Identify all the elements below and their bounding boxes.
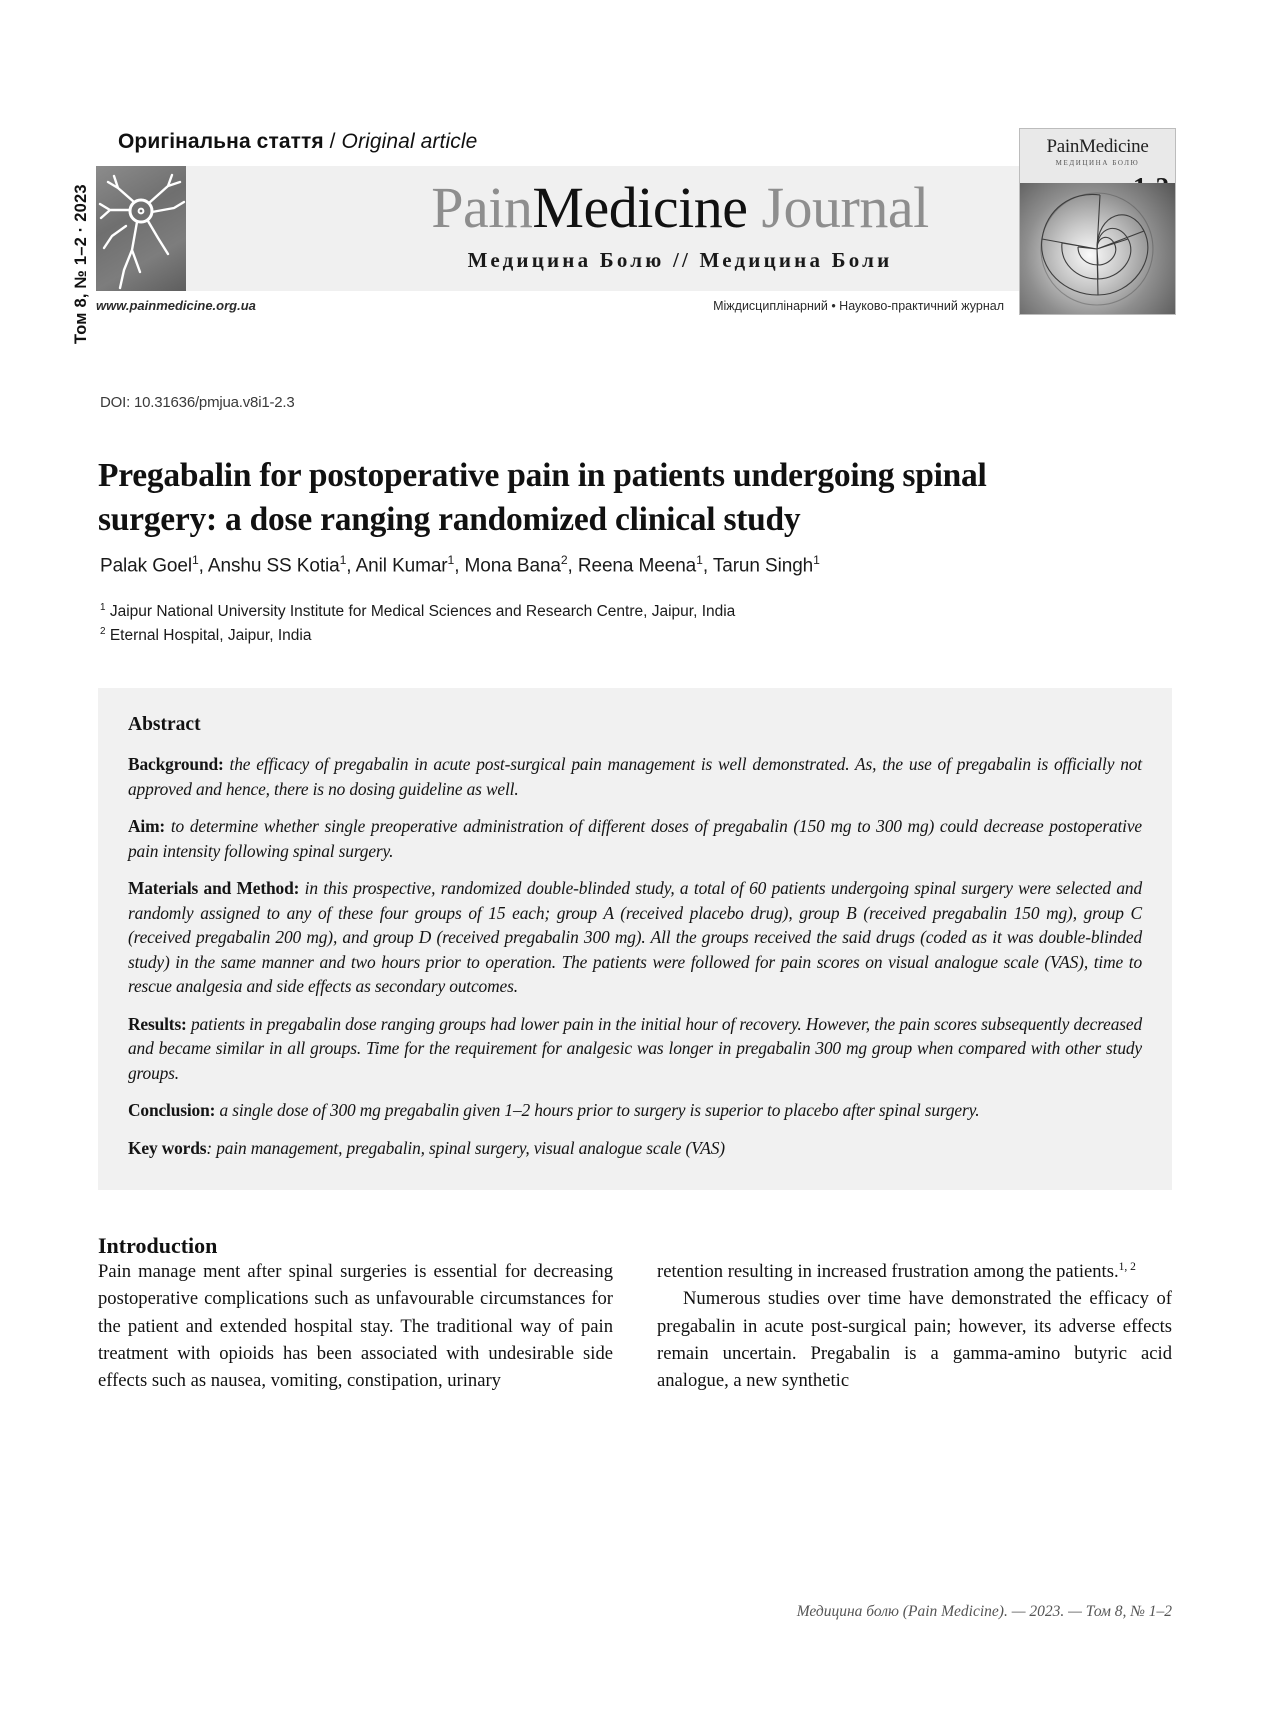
abstract-heading: Abstract xyxy=(128,714,201,735)
affiliation-marker: 1 xyxy=(100,602,106,613)
masthead-footer xyxy=(96,298,1174,313)
body-column-left xyxy=(98,1258,613,1395)
cover-nautilus-icon xyxy=(1020,183,1175,314)
cover-header xyxy=(1020,129,1175,184)
abstract-text: in this prospective, randomized double-blinded study, a total of 60 patients undergoing spinal surgery were selected and randomly assigned to any of these four groups of 15 each; group A (received placebo drug), group B (received pregabalin 150 mg), group C (received pregabalin 200 mg), and group D (received pregabalin 300 mg). All the groups received the said drugs (coded as it was double-blinded study) in the same manner and two hours prior to operation. The patients were followed for pain scores on visual analogue scale (VAS), time to rescue analgesia and side effects as secondary outcomes. xyxy=(128,878,1142,997)
abstract-paragraph-results xyxy=(128,1012,1142,1086)
body-column-right xyxy=(657,1258,1172,1395)
abstract-paragraph-aim xyxy=(128,814,1142,863)
author-list: Palak Goel$^1$, Anshu SS Kotia$^1$, Anil Kumar$^1$, Mona Bana$^2$, Reena Meena$^1$, Tarun Singh$^1$ xyxy=(100,553,820,577)
keywords-text: : pain management, pregabalin, spinal surgery, visual analogue scale (VAS) xyxy=(206,1137,725,1158)
affiliation-list xyxy=(100,600,1060,648)
journal-subtitle: Медицина Болю // Медицина Боли xyxy=(467,247,893,272)
abstract-paragraph-keywords xyxy=(128,1136,1142,1161)
abstract-paragraph-conclusion xyxy=(128,1098,1142,1123)
section-heading-introduction: Introduction xyxy=(98,1233,218,1259)
wordmark-medicine: Medicine xyxy=(532,175,748,241)
paragraph: Numerous studies over time have demonstrated the efficacy of pregabalin in acute post-surgical pain; however, its adverse effects remain uncertain. Pregabalin is a gamma-amino butyric acid analogue, a new synthetic xyxy=(657,1288,1172,1392)
body-columns xyxy=(98,1258,1172,1395)
page-footer: Медицина болю (Pain Medicine). — 2023. — Том 8, № 1–2 xyxy=(796,1603,1172,1620)
kicker-separator: / xyxy=(323,130,342,153)
issue-cover-thumbnail xyxy=(1019,128,1176,315)
affiliation-item xyxy=(100,624,1060,648)
keywords-label: Key words xyxy=(128,1137,207,1158)
affiliation-text: Jaipur National University Institute for Medical Sciences and Research Centre, Jaipur, India xyxy=(109,603,736,621)
paragraph: retention resulting in increased frustration among the patients.$^{1, 2}$ xyxy=(657,1260,1136,1282)
journal-website-link[interactable]: www.painmedicine.org.ua xyxy=(96,298,256,313)
abstract-label: Materials and Method: xyxy=(128,878,300,899)
affiliation-text: Eternal Hospital, Jaipur, India xyxy=(109,627,312,645)
abstract-paragraph-materials xyxy=(128,876,1142,999)
neuron-illustration-icon xyxy=(96,166,186,291)
affiliation-marker: 2 xyxy=(100,626,106,638)
masthead xyxy=(72,130,1174,344)
article-type-kicker xyxy=(118,130,1174,154)
doi-label[interactable]: DOI: 10.31636/pmjua.v8i1-2.3 xyxy=(100,394,295,411)
wordmark-pain: Pain xyxy=(431,175,533,241)
cover-subtitle: МЕДИЦИНА БОЛЮ xyxy=(1055,159,1140,167)
cover-title: PainMedicine xyxy=(1046,136,1149,157)
abstract-text: a single dose of 300 mg pregabalin given 1–2 hours prior to surgery is superior to placebo after spinal surgery. xyxy=(215,1100,980,1121)
abstract-label: Results: xyxy=(128,1013,187,1034)
page-title: Pregabalin for postoperative pain in patients undergoing spinal surgery: a dose ranging randomized clinical study xyxy=(98,457,987,538)
abstract-text: patients in pregabalin dose ranging groups had lower pain in the initial hour of recovery. However, the pain scores subsequently decreased and became similar in all groups. Time for the requirement for analgesic was longer in pregabalin 300 mg group when compared with other study groups. xyxy=(128,1013,1142,1083)
journal-wordmark xyxy=(431,175,929,241)
kicker-english: Original article xyxy=(341,130,478,153)
abstract-label: Background: xyxy=(128,754,224,774)
abstract-paragraph-background xyxy=(128,752,1142,801)
kicker-ukrainian: Оригінальна стаття xyxy=(118,130,324,153)
wordmark-journal: Journal xyxy=(747,175,929,241)
journal-tagline: Міждисциплінарний • Науково-практичний журнал xyxy=(713,298,1004,313)
abstract-label: Aim: xyxy=(128,816,166,837)
abstract-text: to determine whether single preoperative administration of different doses of pregabalin (150 mg to 300 mg) could decrease postoperative pain intensity following spinal surgery. xyxy=(128,816,1142,861)
abstract-box xyxy=(98,688,1172,1190)
abstract-text: the efficacy of pregabalin in acute post-surgical pain management is well demonstrated. As, the use of pregabalin is officially not approved and hence, there is no dosing guideline as well. xyxy=(128,754,1142,799)
affiliation-item xyxy=(100,600,1060,624)
volume-spine xyxy=(70,176,92,346)
abstract-label: Conclusion: xyxy=(128,1100,216,1121)
paragraph: Pain manage ment after spinal surgeries is essential for decreasing postoperative complications such as unfavourable circumstances for the patient and extended hospital stay. The traditional way of pain treatment with opioids has been associated with undesirable side effects such as nausea, vomiting, constipation, urinary xyxy=(98,1261,613,1392)
volume-spine-label: Том 8, № 1–2 · 2023 xyxy=(72,184,90,344)
